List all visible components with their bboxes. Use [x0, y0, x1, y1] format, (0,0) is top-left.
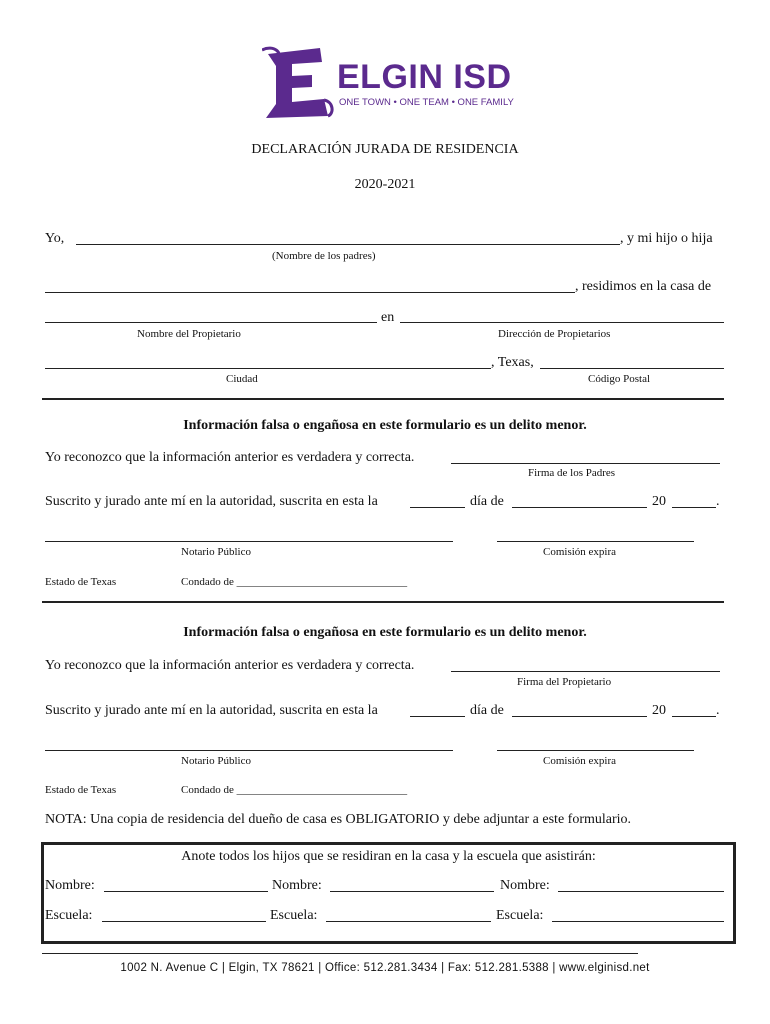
city-caption: Ciudad [226, 373, 258, 385]
reside-phrase: , residimos en la casa de [575, 279, 712, 294]
texas-label: , Texas, [491, 355, 534, 370]
owner-address-field[interactable] [400, 322, 724, 323]
warning-text: Información falsa o engañosa en este formulario es un delito menor. [183, 625, 587, 640]
notary-signature-field[interactable] [45, 750, 453, 751]
year-field[interactable] [672, 507, 716, 508]
notary-caption: Notario Público [181, 755, 251, 767]
note-text: NOTA: Una copia de residencia del dueño de casa es OBLIGATORIO y debe adjuntar a este formulario. [45, 812, 632, 827]
child-name-field-3[interactable] [558, 891, 724, 892]
month-field[interactable] [512, 507, 647, 508]
sworn-text: Suscrito y jurado ante mí en la autoridad, suscrita en esta la [45, 494, 378, 509]
parent-signature-field[interactable] [451, 463, 720, 464]
parent-name-field[interactable] [76, 244, 620, 245]
sworn-text: Suscrito y jurado ante mí en la autoridad, suscrita en esta la [45, 703, 378, 718]
owner-signature-caption: Firma del Propietario [517, 676, 612, 688]
child-name-field-2[interactable] [330, 891, 494, 892]
form-title: DECLARACIÓN JURADA DE RESIDENCIA [251, 142, 519, 157]
owner-signature-field[interactable] [451, 671, 720, 672]
school-label-3: Escuela: [496, 908, 544, 923]
children-box-heading: Anote todos los hijos que se residiran en la casa y la escuela que asistirán: [181, 849, 596, 864]
day-field[interactable] [410, 716, 465, 717]
form-year: 2020-2021 [354, 177, 416, 192]
notary-caption: Notario Público [181, 546, 251, 558]
footer-rule [42, 953, 638, 954]
commission-expiry-field[interactable] [497, 750, 694, 751]
state-label: Estado de Texas [45, 576, 117, 588]
parent-signature-caption: Firma de los Padres [528, 467, 616, 479]
footer-contact: 1002 N. Avenue C | Elgin, TX 78621 | Office: 512.281.3434 | Fax: 512.281.5388 | www.elginisd.net [120, 962, 650, 974]
commission-caption: Comisión expira [543, 546, 617, 558]
zip-field[interactable] [540, 368, 724, 369]
county-field[interactable]: Condado de _______________________________ [181, 784, 408, 796]
name-label-2: Nombre: [272, 878, 322, 893]
divider-2 [42, 601, 724, 603]
commission-expiry-field[interactable] [497, 541, 694, 542]
notary-signature-field[interactable] [45, 541, 453, 542]
owner-address-caption: Dirección de Propietarios [498, 328, 611, 340]
divider-1 [42, 398, 724, 400]
city-field[interactable] [45, 368, 491, 369]
warning-text: Información falsa o engañosa en este formulario es un delito menor. [183, 418, 587, 433]
yo-label: Yo, [45, 231, 65, 246]
owner-name-field[interactable] [45, 322, 377, 323]
parent-name-caption: (Nombre de los padres) [272, 250, 376, 262]
county-field[interactable]: Condado de _______________________________ [181, 576, 408, 588]
child-school-field-3[interactable] [552, 921, 724, 922]
name-label-1: Nombre: [45, 878, 95, 893]
school-label-2: Escuela: [270, 908, 318, 923]
year-field[interactable] [672, 716, 716, 717]
child-school-field-1[interactable] [102, 921, 266, 922]
child-school-field-2[interactable] [326, 921, 491, 922]
acknowledge-text: Yo reconozco que la información anterior es verdadera y correcta. [45, 658, 415, 673]
logo-e-mark [262, 44, 336, 120]
year-prefix: 20 [652, 703, 666, 718]
day-field[interactable] [410, 507, 465, 508]
sworn-period: . [716, 703, 720, 718]
child-name-field-1[interactable] [104, 891, 268, 892]
school-label-1: Escuela: [45, 908, 93, 923]
commission-caption: Comisión expira [543, 755, 617, 767]
en-label: en [381, 310, 395, 325]
month-field[interactable] [512, 716, 647, 717]
name-label-3: Nombre: [500, 878, 550, 893]
owner-name-caption: Nombre del Propietario [137, 328, 241, 340]
zip-caption: Código Postal [588, 373, 651, 385]
children-names-field[interactable] [45, 292, 575, 293]
year-prefix: 20 [652, 494, 666, 509]
state-label: Estado de Texas [45, 784, 117, 796]
child-phrase: , y mi hijo o hija [620, 231, 713, 246]
day-of-label: día de [470, 703, 504, 718]
logo-name: ELGIN ISD [337, 58, 512, 96]
sworn-period: . [716, 494, 720, 509]
day-of-label: día de [470, 494, 504, 509]
logo-tagline: ONE TOWN • ONE TEAM • ONE FAMILY [339, 97, 514, 108]
acknowledge-text: Yo reconozco que la información anterior es verdadera y correcta. [45, 450, 415, 465]
